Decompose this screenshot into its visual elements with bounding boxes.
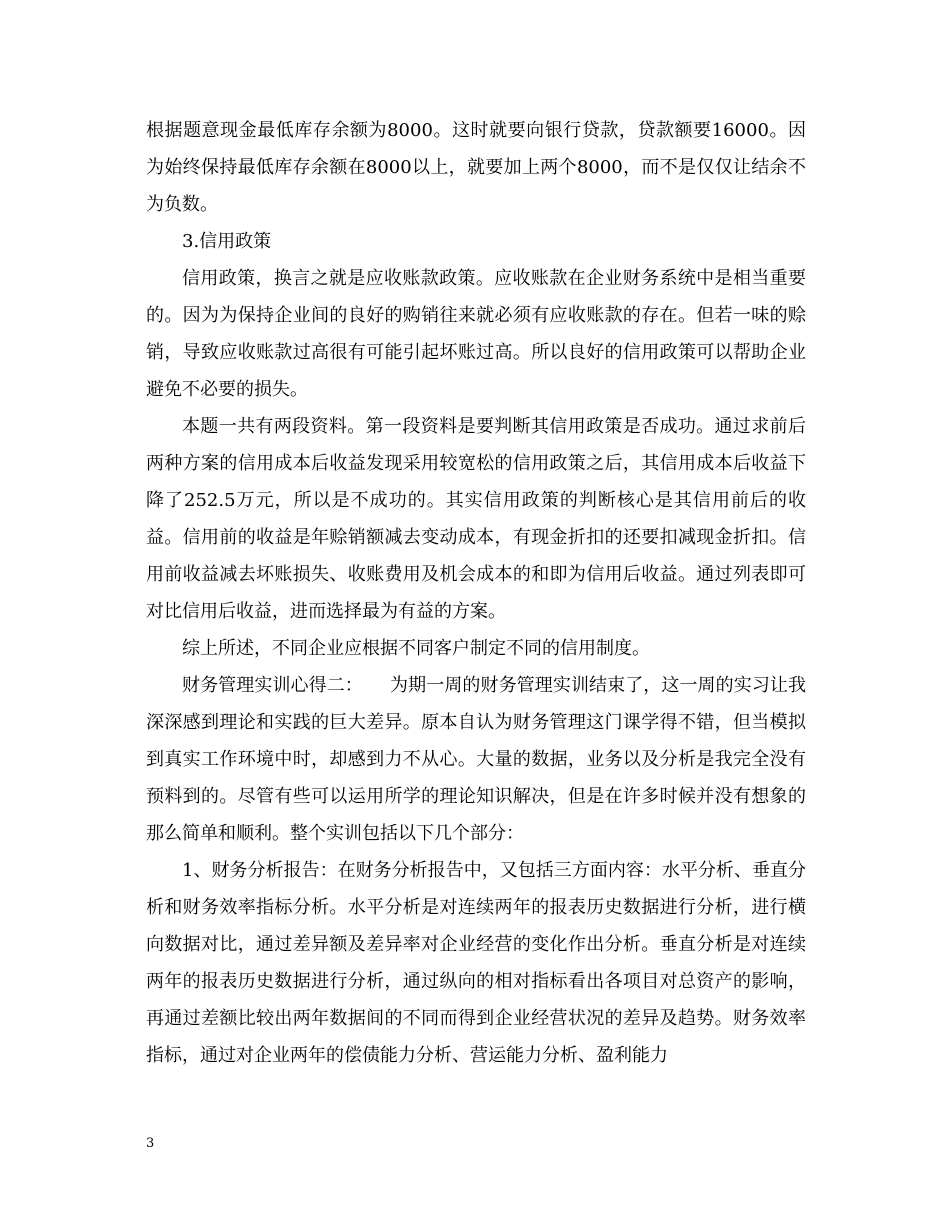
paragraph: 根据题意现金最低库存余额为8000。这时就要向银行贷款，贷款额要16000。因为始终保持最低库存余额在8000以上，就要加上两个8000，而不是仅仅让结余不为负数。 <box>146 120 806 215</box>
body-text <box>146 112 806 1074</box>
paragraph: 3.信用政策 <box>182 231 272 252</box>
page-number: 3 <box>146 1136 155 1151</box>
paragraph: 综上所述，不同企业应根据不同客户制定不同的信用制度。 <box>182 638 650 659</box>
paragraph: 本题一共有两段资料。第一段资料是要判断其信用政策是否成功。通过求前后两种方案的信用成本后收益发现采用较宽松的信用政策之后，其信用成本后收益下降了252.5万元，所以是不成功的。其实信用政策的判断核心是其信用前后的收益。信用前的收益是年赊销额减去变动成本，有现金折扣的还要扣减现金折扣。信用前收益减去坏账损失、收账费用及机会成本的和即为信用后收益。通过列表即可对比信用后收益，进而选择最为有益的方案。 <box>146 416 806 622</box>
paragraph: 财务管理实训心得二： 为期一周的财务管理实训结束了，这一周的实习让我深深感到理论和实践的巨大差异。原本自认为财务管理这门课学得不错，但当模拟到真实工作环境中时，却感到力不从心。大量的数据，业务以及分析是我完全没有预料到的。尽管有些可以运用所学的理论知识解决，但是在许多时候并没有想象的那么简单和顺利。整个实训包括以下几个部分： <box>146 675 806 844</box>
paragraph: 1、财务分析报告：在财务分析报告中，又包括三方面内容：水平分析、垂直分析和财务效率指标分析。水平分析是对连续两年的报表历史数据进行分析，进行横向数据对比，通过差异额及差异率对企业经营的变化作出分析。垂直分析是对连续两年的报表历史数据进行分析，通过纵向的相对指标看出各项目对总资产的影响，再通过差额比较出两年数据间的不同而得到企业经营状况的差异及趋势。财务效率指标，通过对企业两年的偿债能力分析、营运能力分析、盈利能力 <box>146 860 806 1066</box>
paragraph: 信用政策，换言之就是应收账款政策。应收账款在企业财务系统中是相当重要的。因为为保持企业间的良好的购销往来就必须有应收账款的存在。但若一味的赊销，导致应收账款过高很有可能引起坏账过高。所以良好的信用政策可以帮助企业避免不必要的损失。 <box>146 268 806 400</box>
